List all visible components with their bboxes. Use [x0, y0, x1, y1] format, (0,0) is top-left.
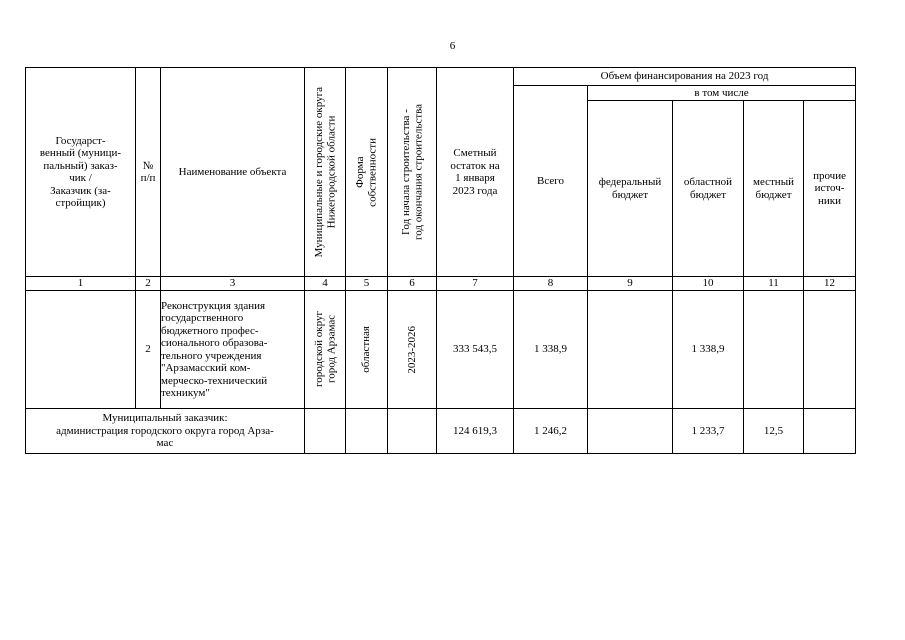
column-number: 8 [514, 277, 588, 291]
summary-regional: 1 233,7 [673, 409, 744, 454]
header-municipality [305, 68, 346, 277]
header-federal: федеральный бюджет [588, 101, 673, 277]
column-number: 7 [437, 277, 514, 291]
header-funding: Объем финансирования на 2023 год [514, 68, 856, 86]
column-number: 2 [136, 277, 161, 291]
column-number: 11 [744, 277, 804, 291]
row-ownership-text: областная [360, 326, 373, 373]
summary-row [26, 409, 856, 454]
summary-other [804, 409, 856, 454]
header-customer: Государст- венный (муници- пальный) заказ- чик / Заказчик (за- стройщик) [26, 68, 136, 277]
column-number: 9 [588, 277, 673, 291]
summary-total: 1 246,2 [514, 409, 588, 454]
header-years [388, 68, 437, 277]
header-municipality-text: Муниципальные и городские округа Нижегородской области [312, 86, 337, 258]
row-object-name: Реконструкция здания государственного бюджетного профес- сионального образова- тельного учреждения "Арзамасский ком- мерческо-технический техникум" [161, 291, 305, 409]
header-regional: областной бюджет [673, 101, 744, 277]
table-row [26, 291, 856, 409]
header-ownership-text: Форма собственности [354, 137, 379, 207]
header-total: Всего [514, 86, 588, 277]
summary-municipality [305, 409, 346, 454]
row-total: 1 338,9 [514, 291, 588, 409]
header-local: местный бюджет [744, 101, 804, 277]
row-balance: 333 543,5 [437, 291, 514, 409]
column-number: 3 [161, 277, 305, 291]
row-ownership [346, 291, 388, 409]
summary-years [388, 409, 437, 454]
row-customer [26, 291, 136, 409]
summary-local: 12,5 [744, 409, 804, 454]
column-number: 10 [673, 277, 744, 291]
header-object-name: Наименование объекта [161, 68, 305, 277]
column-number: 4 [305, 277, 346, 291]
header-ownership [346, 68, 388, 277]
column-number: 1 [26, 277, 136, 291]
row-years [388, 291, 437, 409]
row-years-text: 2023-2026 [405, 325, 418, 374]
row-municipality [305, 291, 346, 409]
column-number: 5 [346, 277, 388, 291]
header-number: № п/п [136, 68, 161, 277]
row-number: 2 [136, 291, 161, 409]
header-including: в том числе [588, 86, 856, 101]
row-regional: 1 338,9 [673, 291, 744, 409]
column-number: 12 [804, 277, 856, 291]
page-number: 6 [449, 40, 456, 52]
row-local [744, 291, 804, 409]
header-years-text: Год начала строительства - год окончания строительства [399, 104, 424, 240]
row-other [804, 291, 856, 409]
summary-ownership [346, 409, 388, 454]
row-municipality-text: городской округ город Арзамас [312, 311, 337, 388]
summary-balance: 124 619,3 [437, 409, 514, 454]
financing-table [25, 67, 856, 454]
summary-label: Муниципальный заказчик: администрация городского округа город Арза- мас [26, 409, 305, 454]
header-other: прочие источ- ники [804, 101, 856, 277]
header-balance: Сметный остаток на 1 января 2023 года [437, 68, 514, 277]
summary-federal [588, 409, 673, 454]
row-federal [588, 291, 673, 409]
column-number: 6 [388, 277, 437, 291]
